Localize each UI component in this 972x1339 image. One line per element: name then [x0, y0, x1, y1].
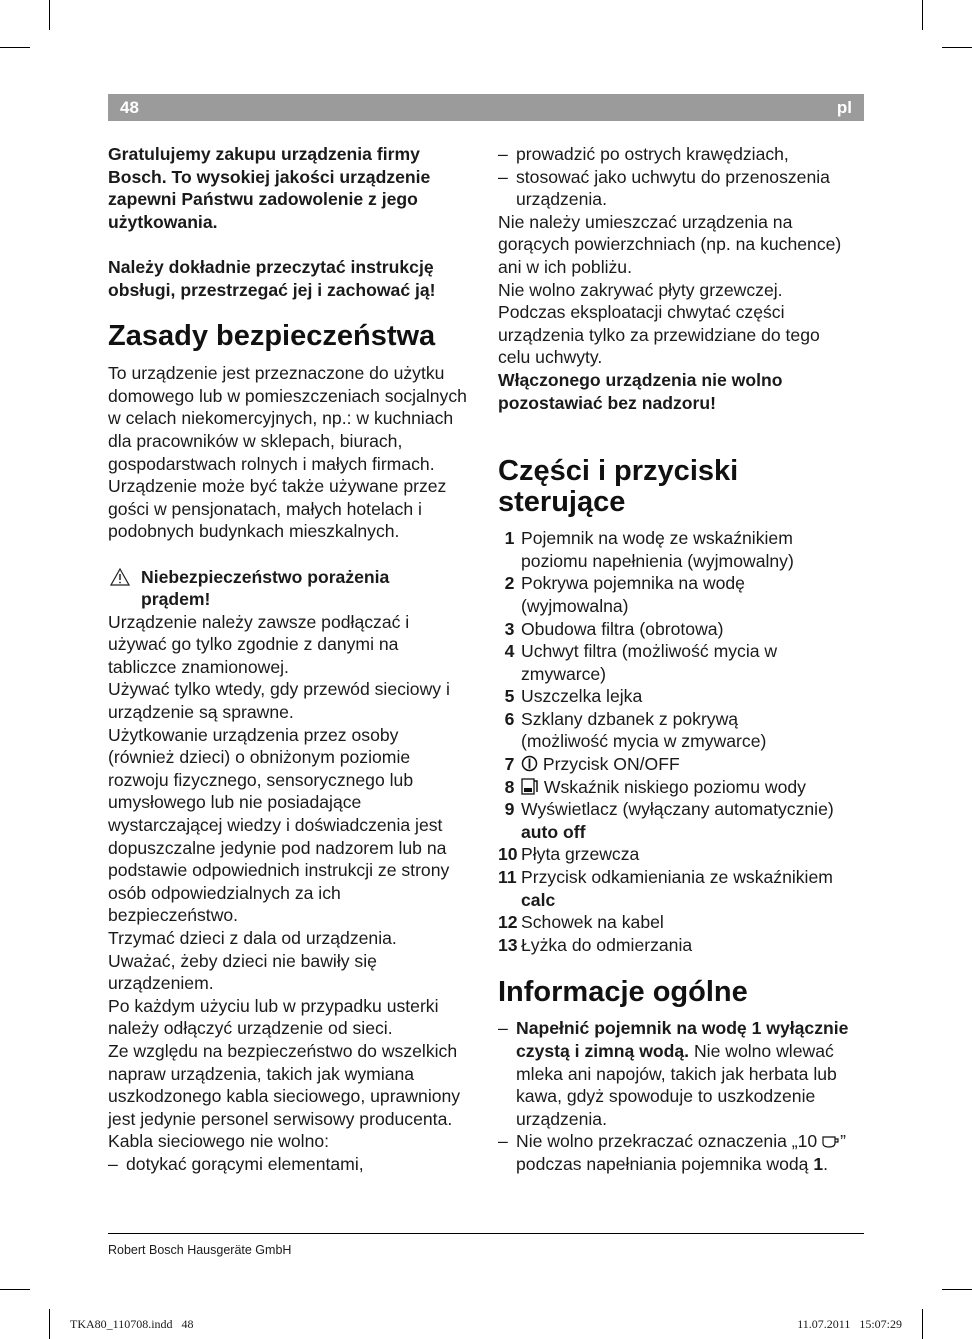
- safety-paragraph: Po każdym użyciu lub w przypadku usterki należy odłączyć urządzenie od sieci.: [108, 995, 439, 1039]
- item-number: 11: [498, 867, 517, 888]
- item-text: Płyta grzewcza: [521, 844, 640, 865]
- parts-list-item: [498, 911, 868, 934]
- safety-paragraph: Użytkowanie urządzenia przez osoby (również dzieci) o obniżonym poziomie rozwoju fizycznego, sensorycznego lub umysłowego lub nie posiadające wystarczającej wiedzy i doświadczenia jest dopuszczalne jedynie pod nadzorem lub na podstawie odpowiednich instrukcji ze strony osób odpowiedzialnych za ich bezpieczeństwo.: [108, 724, 450, 926]
- safety-paragraph: Nie należy umieszczać urządzenia na gorących powierzchniach (np. na kuchence) ani w ich pobliżu.: [498, 211, 842, 277]
- parts-list-item: [498, 685, 868, 708]
- display-label: auto off: [521, 821, 586, 842]
- item-number: 12: [498, 912, 518, 933]
- intro-text: Gratulujemy zakupu urządzenia firmy Bosch. To wysokiej jakości urządzenie zapewni Państwu zadowolenie z jego użytkowania.: [108, 144, 431, 232]
- parts-heading: Części i przyciski sterujące: [498, 455, 739, 519]
- crop-mark: [922, 1309, 923, 1339]
- safety-paragraph: Urządzenie należy zawsze podłączać i używać go tylko zgodnie z danymi na tabliczce znamionowej.: [108, 611, 410, 677]
- parts-list-item: [498, 708, 868, 753]
- item-text: Przycisk odkamieniania ze wskaźnikiem: [521, 867, 833, 888]
- crop-mark: [942, 1289, 972, 1290]
- cup-icon: [822, 1135, 840, 1149]
- calc-label: calc: [521, 889, 556, 910]
- parts-list-item: [498, 934, 868, 957]
- crop-mark: [922, 0, 923, 30]
- crop-mark: [49, 0, 50, 30]
- crop-mark: [942, 47, 972, 48]
- parts-list-item: [498, 798, 868, 843]
- item-number: 10: [498, 844, 518, 865]
- parts-list-item: [498, 527, 868, 572]
- page-number: 48: [120, 98, 139, 117]
- warning-triangle-icon: [110, 568, 130, 586]
- parts-list-item: [498, 618, 868, 641]
- item-number: 4: [504, 641, 515, 662]
- unattended-warning: Włączonego urządzenia nie wolno pozostawiać bez nadzoru!: [498, 369, 783, 413]
- warning-title: Niebezpieczeństwo porażenia prądem!: [141, 566, 390, 610]
- item-text: Pokrywa pojemnika na wodę (wyjmowalna): [521, 573, 745, 616]
- item-number: 3: [504, 618, 515, 639]
- footer-company: Robert Bosch Hausgeräte GmbH: [108, 1243, 292, 1257]
- parts-list-item: [498, 753, 868, 776]
- item-number: 1: [504, 528, 515, 549]
- parts-list-item: [498, 640, 868, 685]
- footer-divider: [108, 1233, 864, 1234]
- power-icon: [521, 755, 538, 772]
- item-text: Przycisk ON/OFF: [542, 754, 680, 775]
- cable-list-item: – stosować jako uchwytu do przenoszenia urządzenia.: [498, 166, 861, 211]
- item-text: Pojemnik na wodę ze wskaźnikiem poziomu napełnienia (wyjmowalny): [521, 528, 794, 571]
- parts-list-item: [498, 572, 868, 617]
- read-instructions-text: Należy dokładnie przeczytać instrukcję obsługi, przestrzegać jej i zachować ją!: [108, 256, 436, 300]
- parts-list-item: [498, 866, 868, 911]
- crop-mark: [49, 1309, 50, 1339]
- punctuation: .: [823, 1153, 829, 1174]
- item-text: Wyświetlacz (wyłączany automatycznie): [521, 799, 834, 820]
- cable-list-item: – prowadzić po ostrych krawędziach,: [498, 143, 868, 166]
- fill-water-note: Nie wolno wlewać mleka ani napojów, takich jak herbata lub kawa, gdyż spowoduje to uszkodzenie urządzenia.: [516, 1041, 837, 1129]
- safety-paragraph: Podczas eksploatacji chwytać części urządzenia tylko za przewidziane do tego celu uchwyty.: [498, 302, 820, 368]
- slug-timestamp: 11.07.2011 15:07:29: [797, 1317, 902, 1331]
- safety-paragraph: Uważać, żeby dzieci nie bawiły się urządzeniem.: [108, 950, 377, 994]
- item-number: 8: [504, 776, 515, 797]
- safety-paragraph: Kabla sieciowego nie wolno:: [108, 1131, 330, 1152]
- max-mark-text: Nie wolno przekraczać oznaczenia „10: [516, 1131, 818, 1152]
- safety-paragraph: Ze względu na bezpieczeństwo do wszelkich napraw urządzenia, takich jak wymiana uszkodzonego kabla sieciowego, uprawniony jest jedynie personel serwisowy producenta.: [108, 1040, 461, 1129]
- water-level-icon: [521, 778, 539, 795]
- safety-paragraph: Używać tylko wtedy, gdy przewód sieciowy i urządzenie są sprawne.: [108, 679, 450, 723]
- language-code: pl: [836, 98, 852, 117]
- item-text: Schowek na kabel: [521, 912, 664, 933]
- parts-list-item: [498, 776, 868, 799]
- item-number: 5: [504, 686, 515, 707]
- parts-list: [498, 527, 868, 956]
- safety-heading: Zasady bezpieczeństwa: [108, 320, 436, 353]
- intended-use-text: To urządzenie jest przeznaczone do użytku domowego lub w pomieszczeniach socjalnych w celach niekomercyjnych, np.: w kuchniach dla pracowników w sklepach, biurach, gospodarstwach rolnych i małych firmach. Urządzenie może być także używane przez gości w pensjonatach, małych hotelach i podobnych budynkach mieszkalnych.: [108, 363, 467, 542]
- general-info-item: [498, 1017, 861, 1130]
- electric-shock-warning: [108, 566, 441, 611]
- parts-list-item: [498, 843, 868, 866]
- item-number: 6: [504, 708, 515, 729]
- slug-filename: TKA80_110708.indd 48: [70, 1317, 194, 1331]
- item-text: Wskaźnik niskiego poziomu wody: [543, 776, 806, 797]
- item-text: Szklany dzbanek z pokrywą (możliwość mycia w zmywarce): [521, 708, 767, 752]
- item-number: 2: [504, 573, 515, 594]
- general-info-item: [498, 1130, 846, 1175]
- item-text: Uszczelka lejka: [521, 686, 643, 707]
- item-number: 7: [504, 754, 515, 775]
- left-column: [108, 143, 476, 1176]
- safety-paragraph: Nie wolno zakrywać płyty grzewczej.: [498, 279, 783, 300]
- item-text: Łyżka do odmierzania: [521, 934, 693, 955]
- part-reference: 1: [813, 1153, 824, 1174]
- item-text: Obudowa filtra (obrotowa): [521, 618, 724, 639]
- safety-paragraph: Trzymać dzieci z dala od urządzenia.: [108, 928, 397, 948]
- general-info-heading: Informacje ogólne: [498, 976, 748, 1009]
- right-column: [498, 143, 868, 1176]
- fill-water-instruction: Napełnić pojemnik na wodę 1 wyłącznie czystą i zimną wodą.: [516, 1018, 849, 1061]
- page-header-bar: [108, 94, 864, 121]
- max-mark-text: ” podczas napełniania pojemnika wodą: [516, 1131, 846, 1174]
- item-number: 13: [498, 934, 518, 955]
- item-number: 9: [504, 799, 515, 820]
- crop-mark: [0, 1289, 30, 1290]
- crop-mark: [0, 47, 30, 48]
- item-text: Uchwyt filtra (możliwość mycia w zmywarce): [521, 641, 778, 684]
- cable-list-item: – dotykać gorącymi elementami,: [108, 1153, 476, 1176]
